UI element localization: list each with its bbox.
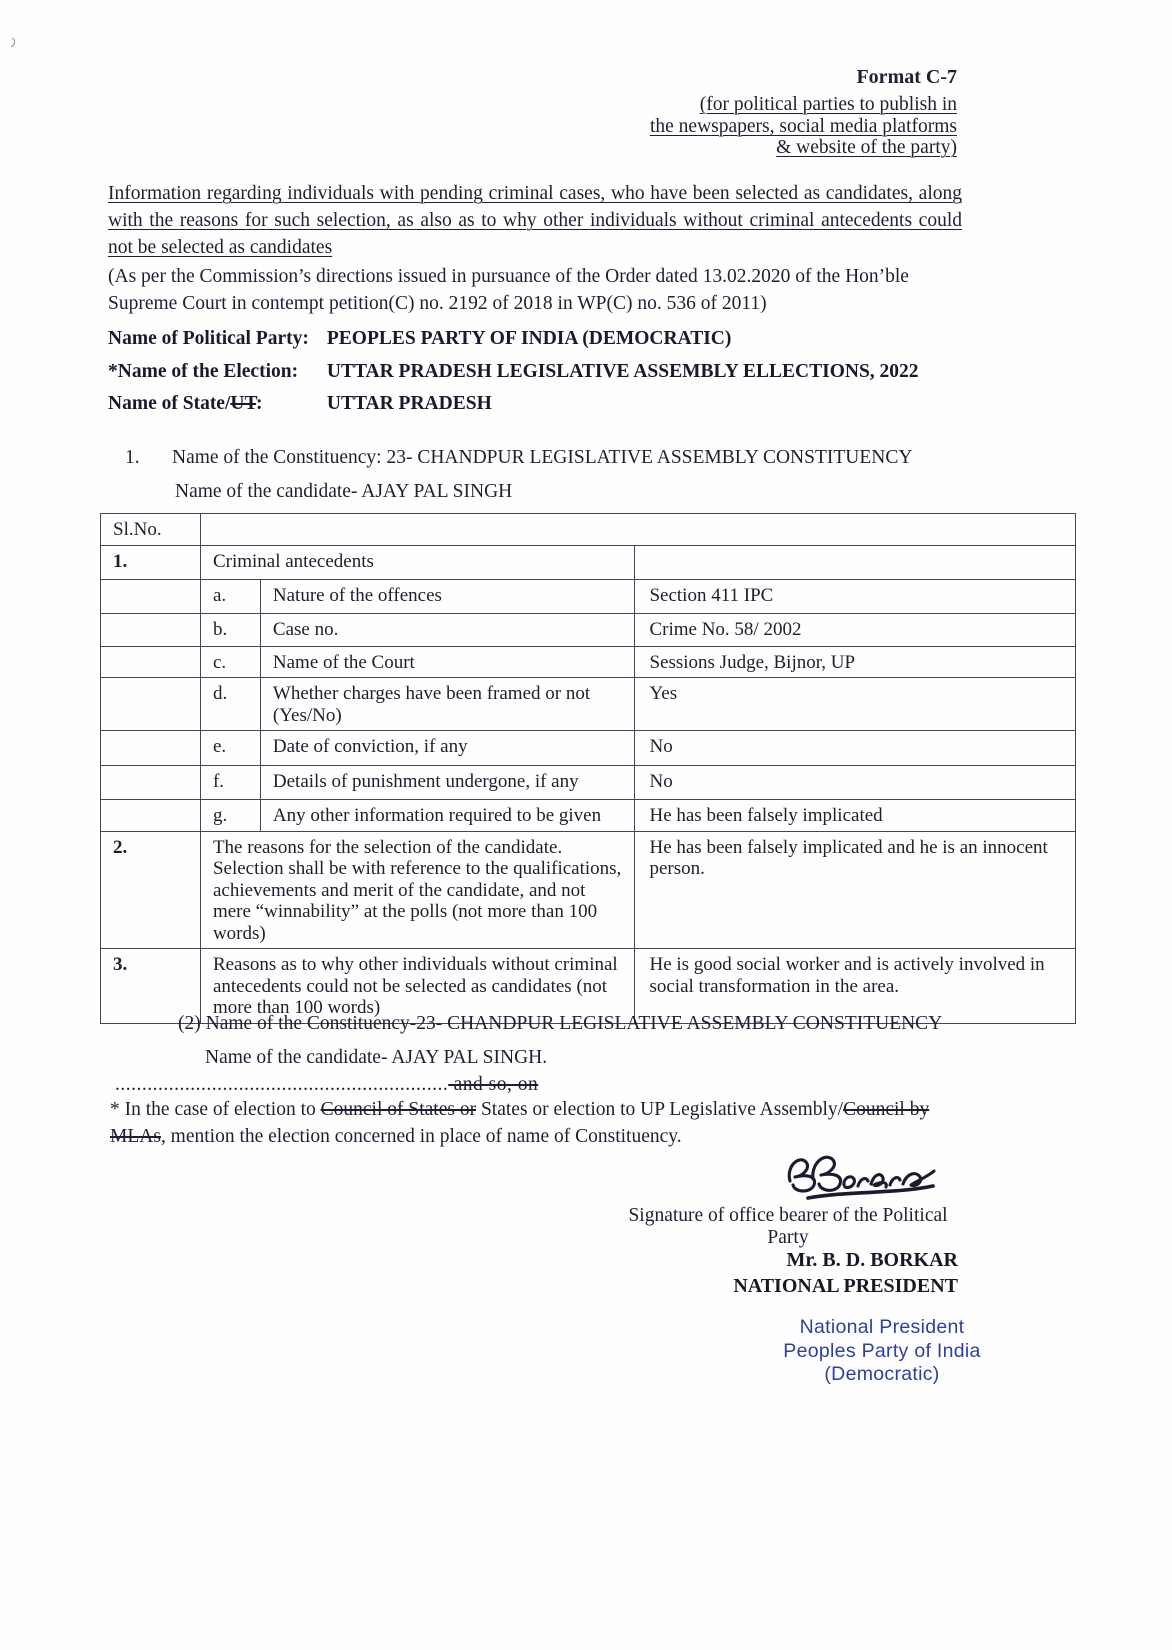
table-row: [101, 831, 1076, 949]
field-political-party: [108, 323, 919, 356]
row-1-sl: 1.: [101, 545, 201, 579]
empty-sl-cell: [101, 731, 201, 766]
and-so-on-struck: and so, on: [448, 1074, 539, 1095]
table-row: [101, 800, 1076, 832]
table-row: [101, 545, 1076, 579]
empty-sl-cell: [101, 800, 201, 832]
row-3-question: Reasons as to why other individuals without criminal antecedents could not be selected as candidates (not more than 100 words): [200, 949, 635, 1024]
row-1-empty-answer: [635, 545, 1076, 579]
empty-sl-cell: [101, 766, 201, 800]
sub-row-question: Name of the Court: [260, 646, 635, 678]
sub-row-letter: c.: [200, 646, 260, 678]
table-row: [101, 613, 1076, 646]
empty-sl-cell: [101, 613, 201, 646]
sub-row-letter: f.: [200, 766, 260, 800]
signatory-block: [733, 1247, 958, 1299]
constituency-2-heading: (2) Name of the Constituency-23- CHANDPUR LEGISLATIVE ASSEMBLY CONSTITUENCY: [178, 1013, 943, 1034]
constituency-1-name: Name of the Constituency: 23- CHANDPUR LEGISLATIVE ASSEMBLY CONSTITUENCY: [172, 447, 913, 468]
stamp-line: Peoples Party of India: [783, 1339, 981, 1362]
table-row: [101, 646, 1076, 678]
intro-paragraph: Information regarding individuals with pending criminal cases, who have been selected as candidates, along with the reasons for such selection, as also as to why other individuals without criminal antecedents could not be selected as candidates: [108, 183, 962, 258]
field-state-label-struck-ut: UT: [230, 393, 257, 414]
footnote-struck-council-of-states: Council of States or: [320, 1099, 477, 1120]
header-audience-line: (for political parties to publish in: [699, 94, 957, 115]
signatory-title: NATIONAL PRESIDENT: [733, 1275, 958, 1297]
table-row: [101, 766, 1076, 800]
sub-row-letter: g.: [200, 800, 260, 832]
sub-row-answer: Yes: [635, 678, 1076, 731]
candidate-1-name: Name of the candidate- AJAY PAL SINGH: [175, 481, 513, 502]
header-audience-line: & website of the party): [776, 137, 957, 158]
footnote-pre: * In the case of election to: [110, 1099, 321, 1120]
sub-row-question: Case no.: [260, 613, 635, 646]
row-3-answer: He is good social worker and is actively involved in social transformation in the area.: [635, 949, 1076, 1024]
field-election-label: *Name of the Election:: [108, 360, 299, 382]
row-1-label: Criminal antecedents: [200, 545, 635, 579]
party-election-fields: [108, 323, 919, 421]
and-so-on-line: [115, 1074, 538, 1096]
table-header-row: [101, 514, 1076, 546]
footnote-post: , mention the election concerned in place of name of Constituency.: [160, 1125, 682, 1147]
sub-row-question: Date of conviction, if any: [260, 731, 635, 766]
row-2-question: The reasons for the selection of the candidate. Selection shall be with reference to the qualifications, achievements and merit of the candidate, and not mere “winnability” at the polls (not more than 100 words): [200, 831, 635, 949]
field-state-value: UTTAR PRADESH: [326, 393, 492, 414]
sub-row-letter: a.: [200, 579, 260, 613]
field-political-party-label: Name of Political Party:: [108, 328, 309, 349]
sub-row-answer: Section 411 IPC: [635, 579, 1076, 613]
signatory-name: Mr. B. D. BORKAR: [786, 1249, 958, 1271]
table-row: [101, 678, 1076, 731]
stamp-line: (Democratic): [824, 1363, 940, 1385]
slno-header-cell: Sl.No.: [101, 514, 201, 546]
field-political-party-value: PEOPLES PARTY OF INDIA (DEMOCRATIC): [326, 328, 732, 349]
party-stamp: [776, 1316, 988, 1387]
sub-row-letter: b.: [200, 613, 260, 646]
constituency-1-number: 1.: [125, 447, 140, 468]
table-row: [101, 579, 1076, 613]
dotted-rule: ..............................................................: [115, 1074, 449, 1095]
form-header: [650, 66, 957, 159]
row-2-sl: 2.: [101, 831, 201, 949]
header-empty-cell: [200, 514, 1075, 546]
footnote-struck-council-by-mlas: Council by MLAs: [110, 1099, 930, 1147]
empty-sl-cell: [101, 678, 201, 731]
field-state-label-colon: :: [256, 393, 263, 414]
sub-row-question: Any other information required to be given: [260, 800, 635, 832]
sub-row-letter: e.: [200, 731, 260, 766]
handwritten-signature: [778, 1141, 946, 1205]
footnote-mid: States or election to UP Legislative Assembly/: [476, 1099, 844, 1120]
sub-row-answer: Sessions Judge, Bijnor, UP: [635, 646, 1076, 678]
signature-caption: Signature of office bearer of the Political Party: [628, 1205, 948, 1248]
empty-sl-cell: [101, 646, 201, 678]
sub-row-answer: Crime No. 58/ 2002: [635, 613, 1076, 646]
row-2-answer: He has been falsely implicated and he is an innocent person.: [635, 831, 1076, 949]
field-state: [108, 388, 919, 421]
field-election-value: UTTAR PRADESH LEGISLATIVE ASSEMBLY ELLECTIONS, 2022: [326, 360, 919, 382]
table-row: [101, 949, 1076, 1024]
field-state-label: [108, 388, 322, 421]
supreme-court-order-note: (As per the Commission’s directions issued in pursuance of the Order dated 13.02.2020 of the Hon’ble Supreme Court in contempt petition(C) no. 2192 of 2018 in WP(C) no. 536 of 2011): [108, 266, 909, 314]
stamp-line: National President: [799, 1316, 965, 1338]
constituency-1-heading: [125, 447, 912, 469]
candidate-2-name: Name of the candidate- AJAY PAL SINGH.: [205, 1047, 548, 1068]
field-election: [108, 356, 919, 389]
sub-row-answer: No: [635, 731, 1076, 766]
sub-row-question: Details of punishment undergone, if any: [260, 766, 635, 800]
field-state-label-pre: Name of State/: [108, 393, 231, 414]
sub-row-question: Whether charges have been framed or not (Yes/No): [260, 678, 635, 731]
table-row: [101, 731, 1076, 766]
empty-sl-cell: [101, 579, 201, 613]
sub-row-question: Nature of the offences: [260, 579, 635, 613]
sub-row-answer: He has been falsely implicated: [635, 800, 1076, 832]
format-number: Format C-7: [856, 66, 957, 88]
scan-artifact-mark: [8, 36, 20, 50]
criminal-antecedents-table: [100, 513, 1076, 1024]
row-3-sl: 3.: [101, 949, 201, 1024]
header-audience-line: the newspapers, social media platforms: [649, 115, 957, 137]
sub-row-answer: No: [635, 766, 1076, 800]
sub-row-letter: d.: [200, 678, 260, 731]
